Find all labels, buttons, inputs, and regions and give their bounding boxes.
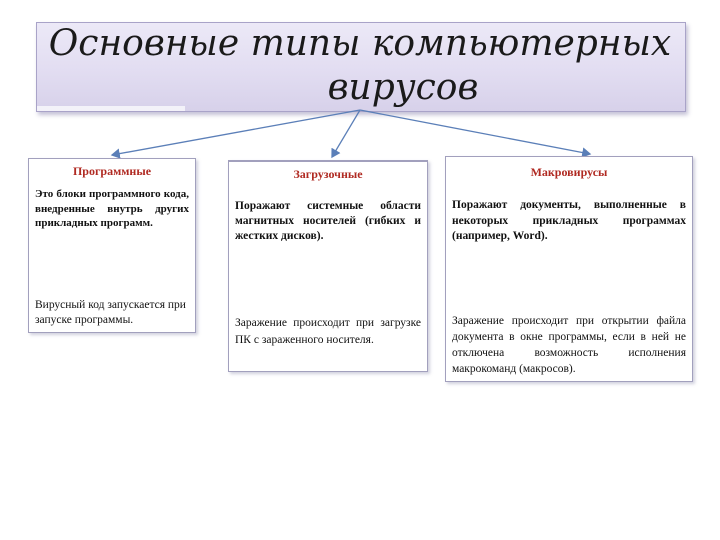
column-heading: Макровирусы: [530, 165, 608, 179]
column-description: Поражают системные области магнитных носителей (гибких и жестких дисков).: [235, 200, 421, 242]
title-line-2: вирусов: [327, 67, 479, 108]
column-infection: Заражение происходит при загрузке ПК с зараженного носителя.: [235, 317, 421, 346]
column-infection: Вирусный код запускается при запуске программы.: [35, 299, 186, 326]
column-description: Это блоки программного кода, внедренные внутрь других прикладных программ.: [35, 188, 189, 229]
column-description: Поражают документы, выполненные в некоторых прикладных программах (например, Word).: [452, 199, 686, 242]
column-infection: Заражение происходит при открытии файла документа в окне программы, если в ней не отключена возможность исполнения макрокоманд (макросов).: [452, 315, 686, 375]
title-line-1: Основные типы компьютерных: [48, 23, 672, 64]
column-programnye: [28, 158, 196, 333]
arrow-to-makrovirusy: [360, 110, 590, 154]
column-heading: Загрузочные: [293, 167, 363, 181]
arrow-to-zagruzochnye: [332, 110, 360, 157]
column-makrovirusy: [445, 156, 693, 382]
arrow-to-programnye: [112, 110, 360, 155]
column-heading: Программные: [72, 164, 152, 178]
column-zagruzochnye: [228, 160, 428, 372]
page-title: [36, 22, 684, 110]
